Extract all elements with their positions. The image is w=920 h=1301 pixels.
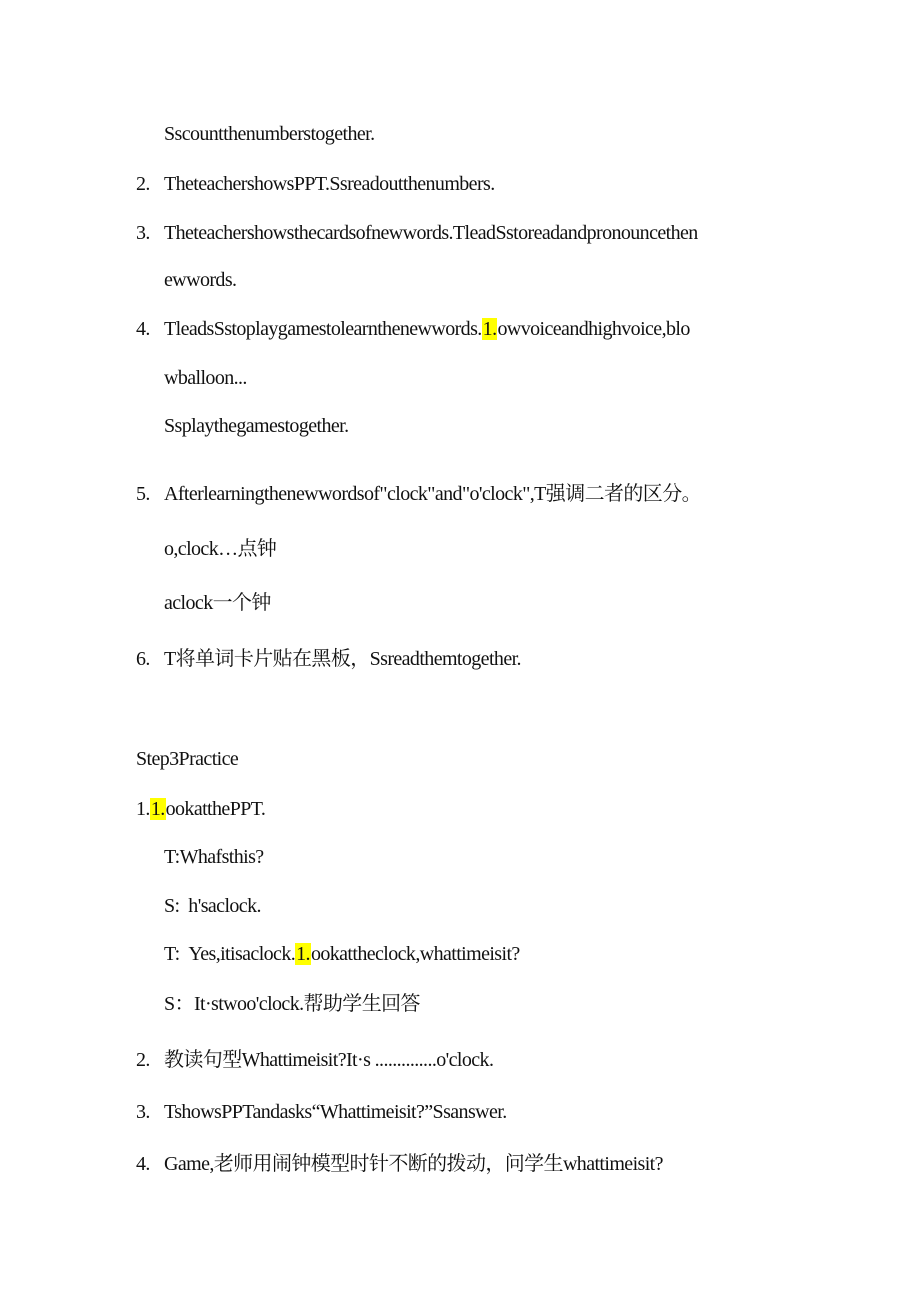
item-text: ookatthePPT. [165, 798, 266, 820]
highlighted-marker: 1. [296, 943, 310, 965]
speech-text: It·stwoo'clock.帮助学生回答 [193, 993, 420, 1015]
dialog-student-line-1 [164, 894, 261, 918]
item-number: 5. [136, 483, 150, 505]
step3-item1 [136, 797, 265, 821]
item-text: TleadsSstoplaygamestolearnthenewwords. [164, 318, 482, 340]
step2-item4 [136, 317, 690, 341]
speech-text-continued: ookattheclock,whattimeisit? [310, 943, 520, 965]
item-text: Game,老师用闹钟模型时针不断的拨动，问学生whattimeisit? [164, 1153, 663, 1175]
speech-text: Yes,itisaclock. [188, 943, 296, 965]
step2-item5 [136, 482, 701, 506]
item-text: TshowsPPTandasks“Whattimeisit?”Ssanswer. [164, 1101, 507, 1123]
item-number: 4. [136, 318, 150, 340]
item-number: 3. [136, 222, 150, 244]
item-number: 3. [136, 1101, 150, 1123]
step2-item5-sub1: o,clock…点钟 [164, 538, 277, 560]
step2-item2 [136, 172, 495, 196]
step3-item3 [136, 1100, 507, 1124]
step2-item6 [136, 647, 521, 671]
item-text: Theteachershowsthecardsofnewwords.TleadSstoreadandpronouncethen [164, 222, 698, 244]
speaker-label: T: [164, 943, 180, 965]
dialog-teacher-line-1: T:Whafsthis? [164, 846, 264, 868]
step3-item4 [136, 1152, 663, 1176]
speaker-label: S: [164, 895, 180, 917]
highlighted-marker: 1. [482, 318, 497, 340]
item-number: 6. [136, 648, 150, 670]
dialog-teacher-line-2 [164, 942, 520, 966]
item-text: Afterlearningthenewwordsof"clock"and"o'clock",T强调二者的区分。 [164, 483, 702, 505]
step2-item1-continuation: Sscountthenumberstogether. [164, 123, 375, 145]
step3-heading: Step3Practice [136, 748, 239, 770]
item-number: 4. [136, 1153, 150, 1175]
highlighted-marker: 1. [150, 798, 165, 820]
speech-text: h'saclock. [188, 895, 261, 917]
speaker-label: S： [164, 993, 194, 1015]
item-number: 2. [136, 1049, 150, 1071]
step2-item4-continuation: wballoon... [164, 367, 247, 389]
item-number: 1. [136, 798, 150, 820]
step2-item4-games-line: Ssplaythegamestogether. [164, 415, 349, 437]
step2-item3-continuation: ewwords. [164, 269, 237, 291]
step2-item5-sub2: aclock一个钟 [164, 592, 271, 614]
item-number: 2. [136, 173, 150, 195]
dialog-student-line-2 [164, 992, 420, 1016]
item-text: TheteachershowsPPT.Ssreadoutthenumbers. [164, 173, 495, 195]
item-text-continued: owvoiceandhighvoice,blo [497, 318, 690, 340]
step2-item3 [136, 221, 698, 245]
item-text: T将单词卡片贴在黑板，Ssreadthemtogether. [164, 648, 521, 670]
item-text: 教读句型Whattimeisit?It·s ..............o'clock. [164, 1049, 494, 1071]
step3-item2 [136, 1048, 493, 1072]
